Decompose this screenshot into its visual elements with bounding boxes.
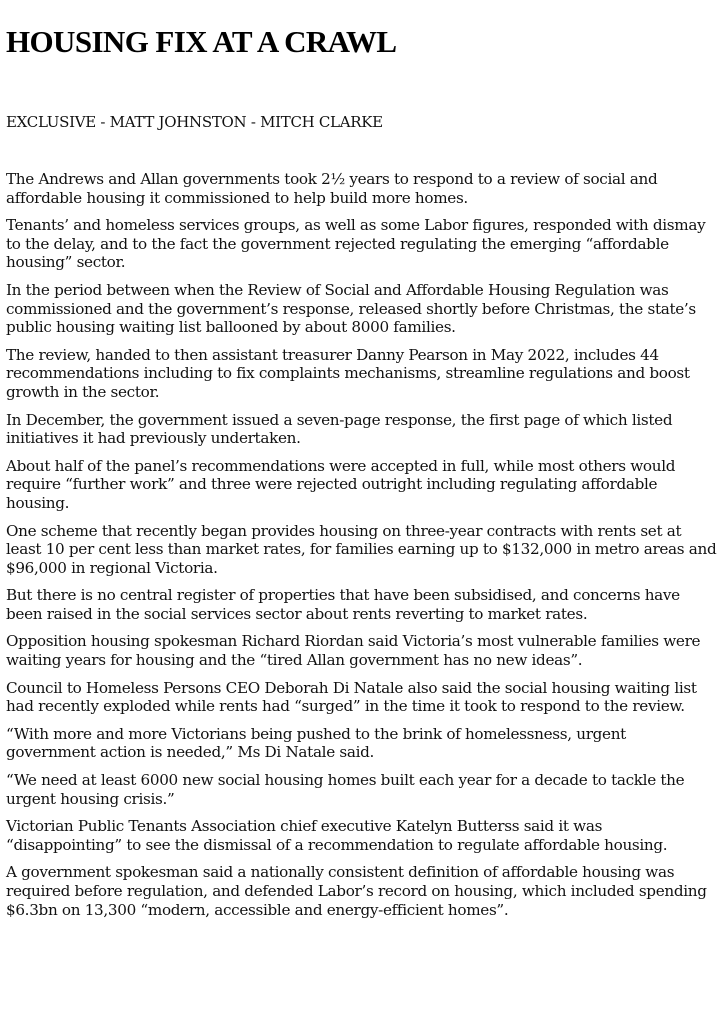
article-paragraph: The Andrews and Allan governments took 2½ years to respond to a review of social and affordable housing it commissioned to help build more homes. (6, 170, 658, 207)
article-paragraph: But there is no central register of properties that have been subsidised, and concerns have been raised in the social services sector about rents reverting to market rates. (6, 586, 680, 623)
article-paragraph: “With more and more Victorians being pushed to the brink of homelessness, urgent government action is needed,” Ms Di Natale said. (6, 724, 626, 762)
article-paragraph: Tenants’ and homeless services groups, as well as some Labor figures, responded with dismay to the delay, and to the fact the government rejected regulating the emerging “affordable housing” sector. (6, 216, 706, 272)
article-paragraph: One scheme that recently began provides housing on three-year contracts with rents set at least 10 per cent less than market rates, for families earning up to $132,000 in metro areas and $96,000 in regional Victoria. (6, 521, 717, 577)
article-paragraph: In December, the government issued a seven-page response, the first page of which listed initiatives it had previously undertaken. (6, 410, 673, 448)
article-paragraph: The review, handed to then assistant treasurer Danny Pearson in May 2022, includes 44 recommendations including to fix complaints mechanisms, streamline regulations and boost growth in the sector. (6, 345, 690, 401)
article-paragraph: “We need at least 6000 new social housing homes built each year for a decade to tackle the urgent housing crisis.” (6, 771, 685, 808)
article-paragraph: Opposition housing spokesman Richard Riordan said Victoria’s most vulnerable families were waiting years for housing and the “tired Allan government has no new ideas”. (6, 632, 701, 670)
article-paragraph: About half of the panel’s recommendations were accepted in full, while most others would require “further work” and three were rejected outright including regulating affordable housing. (6, 456, 676, 512)
article-paragraph: Council to Homeless Persons CEO Deborah Di Natale also said the social housing waiting list had recently exploded while rents had “surged” in the time it took to respond to the review. (6, 678, 697, 716)
article-paragraph: Victorian Public Tenants Association chief executive Katelyn Butterss said it was “disappointing” to see the dismissal of a recommendation to regulate affordable housing. (6, 817, 668, 854)
article-paragraph: In the period between when the Review of Social and Affordable Housing Regulation was commissioned and the government’s response, released shortly before Christmas, the state’s public housing waiting list ballooned by about 8000 families. (6, 280, 696, 337)
article-headline: HOUSING FIX AT A CRAWL (6, 24, 397, 59)
article-paragraph: A government spokesman said a nationally consistent definition of affordable housing was required before regulation, and defended Labor’s record on housing, which included spending $6.3bn on 13,300 “modern, accessible and energy-efficient homes”. (6, 863, 707, 919)
article-body (6, 170, 718, 928)
article-byline: EXCLUSIVE - MATT JOHNSTON - MITCH CLARKE (6, 113, 383, 131)
